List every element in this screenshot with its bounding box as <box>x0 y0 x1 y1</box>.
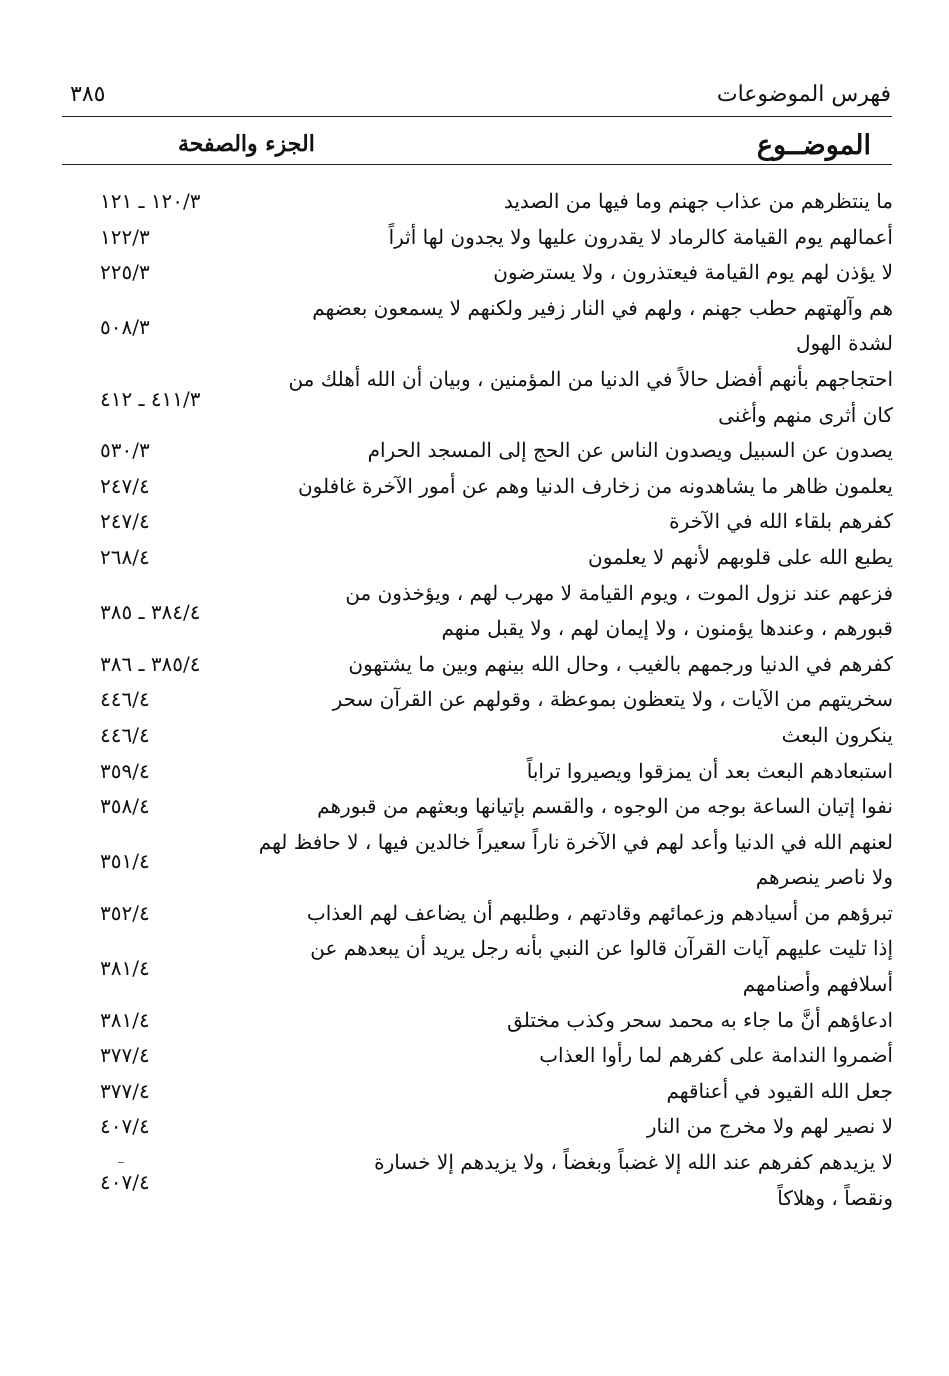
topic-text: لا يؤذن لهم يوم القيامة فيعتذرون ، ولا يسترضون <box>493 260 893 285</box>
volume-page-ref: ٢٤٧/٤ <box>100 473 150 498</box>
index-line <box>0 186 949 222</box>
topic-text: ولا ناصر ينصرهم <box>755 865 893 890</box>
column-header-volume-page: الجزء والصفحة <box>178 131 315 157</box>
volume-page-ref: ٣٨١/٤ <box>100 956 150 981</box>
index-line <box>0 1040 949 1076</box>
topic-text: جعل الله القيود في أعناقهم <box>666 1078 893 1103</box>
topic-text: ينكرون البعث <box>781 722 893 747</box>
index-line <box>0 1169 949 1219</box>
index-line <box>0 791 949 827</box>
topic-text: لا يزيدهم كفرهم عند الله إلا غضباً وبغضاً ، ولا يزيدهم إلا خسارة <box>374 1150 893 1175</box>
volume-page-ref: ٣٥٢/٤ <box>100 900 150 925</box>
column-header-topic: الموضــوع <box>756 130 871 161</box>
index-entries <box>0 186 949 1218</box>
topic-text: استبعادهم البعث بعد أن يمزقوا ويصيروا تراباً <box>526 758 893 783</box>
index-line <box>0 684 949 720</box>
volume-page-ref: ٣٥٨/٤ <box>100 794 150 819</box>
topic-text: يطبع الله على قلوبهم لأنهم لا يعلمون <box>588 544 893 569</box>
header-rule <box>62 116 892 117</box>
topic-text: لا نصير لهم ولا مخرج من النار <box>646 1114 893 1139</box>
running-title: فهرس الموضوعات <box>716 82 891 107</box>
volume-page-ref: ٣٧٧/٤ <box>100 1043 150 1068</box>
index-line <box>0 506 949 542</box>
page-number: ٣٨٥ <box>70 82 106 107</box>
column-header-rule <box>62 164 892 165</box>
topic-text: إذا تليت عليهم آيات القرآن قالوا عن النبي بأنه رجل يريد أن يبعدهم عن <box>310 936 893 961</box>
topic-text: كفرهم بلقاء الله في الآخرة <box>669 509 893 534</box>
topic-text: لشدة الهول <box>795 331 893 356</box>
topic-text: احتجاجهم بأنهم أفضل حالاً في الدنيا من المؤمنين ، وبيان أن الله أهلك من <box>288 366 893 391</box>
topic-text: أضمروا الندامة على كفرهم لما رأوا العذاب <box>539 1043 893 1068</box>
topic-text: فزعهم عند نزول الموت ، ويوم القيامة لا مهرب لهم ، ويؤخذون من <box>345 580 893 605</box>
volume-page-ref: ٣٨١/٤ <box>100 1007 150 1032</box>
topic-text: هم وآلهتهم حطب جهنم ، ولهم في النار زفير ولكنهم لا يسمعون بعضهم <box>312 295 893 320</box>
volume-page-ref: ٢٤٧/٤ <box>100 509 150 534</box>
index-line <box>0 1076 949 1112</box>
index-line <box>0 542 949 578</box>
volume-page-ref: ٣٨٤/٤ ـ ٣٨٥ <box>100 600 201 625</box>
topic-text: أسلافهم وأصنامهم <box>742 972 893 997</box>
volume-page-ref: ٣٨٥/٤ ـ ٣٨٦ <box>100 651 201 676</box>
topic-text: قبورهم ، وعندها يؤمنون ، ولا إيمان لهم ، ولا يقبل منهم <box>441 616 893 641</box>
index-line <box>0 1005 949 1041</box>
topic-text: لعنهم الله في الدنيا وأعد لهم في الآخرة ناراً سعيراً خالدين فيها ، لا حافظ لهم <box>258 829 893 854</box>
volume-page-ref: ٤٠٧/٤ <box>100 1114 150 1139</box>
index-line <box>0 386 949 436</box>
topic-text: كفرهم في الدنيا ورجمهم بالغيب ، وحال الله بينهم وبين ما يشتهون <box>348 651 893 676</box>
topic-text: ما ينتظرهم من عذاب جهنم وما فيها من الصديد <box>503 189 893 213</box>
volume-page-ref: ٣٥٩/٤ <box>100 758 150 783</box>
index-line <box>0 471 949 507</box>
index-line <box>0 756 949 792</box>
topic-text: سخريتهم من الآيات ، ولا يتعظون بموعظة ، وقولهم عن القرآن سحر <box>332 687 893 712</box>
index-line <box>0 898 949 934</box>
index-line <box>0 956 949 1005</box>
index-line <box>0 720 949 756</box>
topic-text: ونقصاً ، وهلاكاً <box>777 1185 893 1210</box>
volume-page-ref: ١٢٢/٣ <box>100 224 150 249</box>
topic-text: يعلمون ظاهر ما يشاهدونه من زخارف الدنيا وهم عن أمور الآخرة غافلون <box>297 473 893 498</box>
topic-text: نفوا إتيان الساعة بوجه من الوجوه ، والقسم بإتيانها وبعثهم من قبورهم <box>317 794 893 819</box>
topic-text: أعمالهم يوم القيامة كالرماد لا يقدرون عليها ولا يجدون لها أثراً <box>388 224 893 249</box>
index-line <box>0 315 949 364</box>
volume-page-ref: ٢٢٥/٣ <box>100 260 150 285</box>
volume-page-ref: ٤١١/٣ ـ ٤١٢ <box>100 386 201 411</box>
volume-page-ref: ٤٤٦/٤ <box>100 722 150 747</box>
topic-text: ادعاؤهم أنَّ ما جاء به محمد سحر وكذب مختلق <box>507 1007 893 1032</box>
index-line <box>0 1111 949 1147</box>
volume-page-ref: ٤٤٦/٤ <box>100 687 150 712</box>
volume-page-ref: ٤٠٧/٤ <box>100 1169 150 1194</box>
volume-page-ref: ٢٦٨/٤ <box>100 544 150 569</box>
index-line <box>0 600 949 649</box>
volume-page-ref: ٣٧٧/٤ <box>100 1078 150 1103</box>
volume-page-ref: ٣٥١/٤ <box>100 849 150 874</box>
margin-mark <box>118 1162 124 1163</box>
index-line <box>0 435 949 471</box>
volume-page-ref: ٥٣٠/٣ <box>100 438 150 463</box>
topic-text: تبرؤهم من أسيادهم وزعمائهم وقادتهم ، وطلبهم أن يضاعف لهم العذاب <box>306 900 893 925</box>
index-line <box>0 649 949 685</box>
index-line <box>0 849 949 898</box>
volume-page-ref: ١٢٠/٣ ـ ١٢١ <box>100 189 201 213</box>
volume-page-ref: ٥٠٨/٣ <box>100 315 150 340</box>
topic-text: يصدون عن السبيل ويصدون الناس عن الحج إلى المسجد الحرام <box>367 438 893 463</box>
index-line <box>0 222 949 258</box>
index-line <box>0 257 949 293</box>
topic-text: كان أثرى منهم وأغنى <box>718 402 893 427</box>
